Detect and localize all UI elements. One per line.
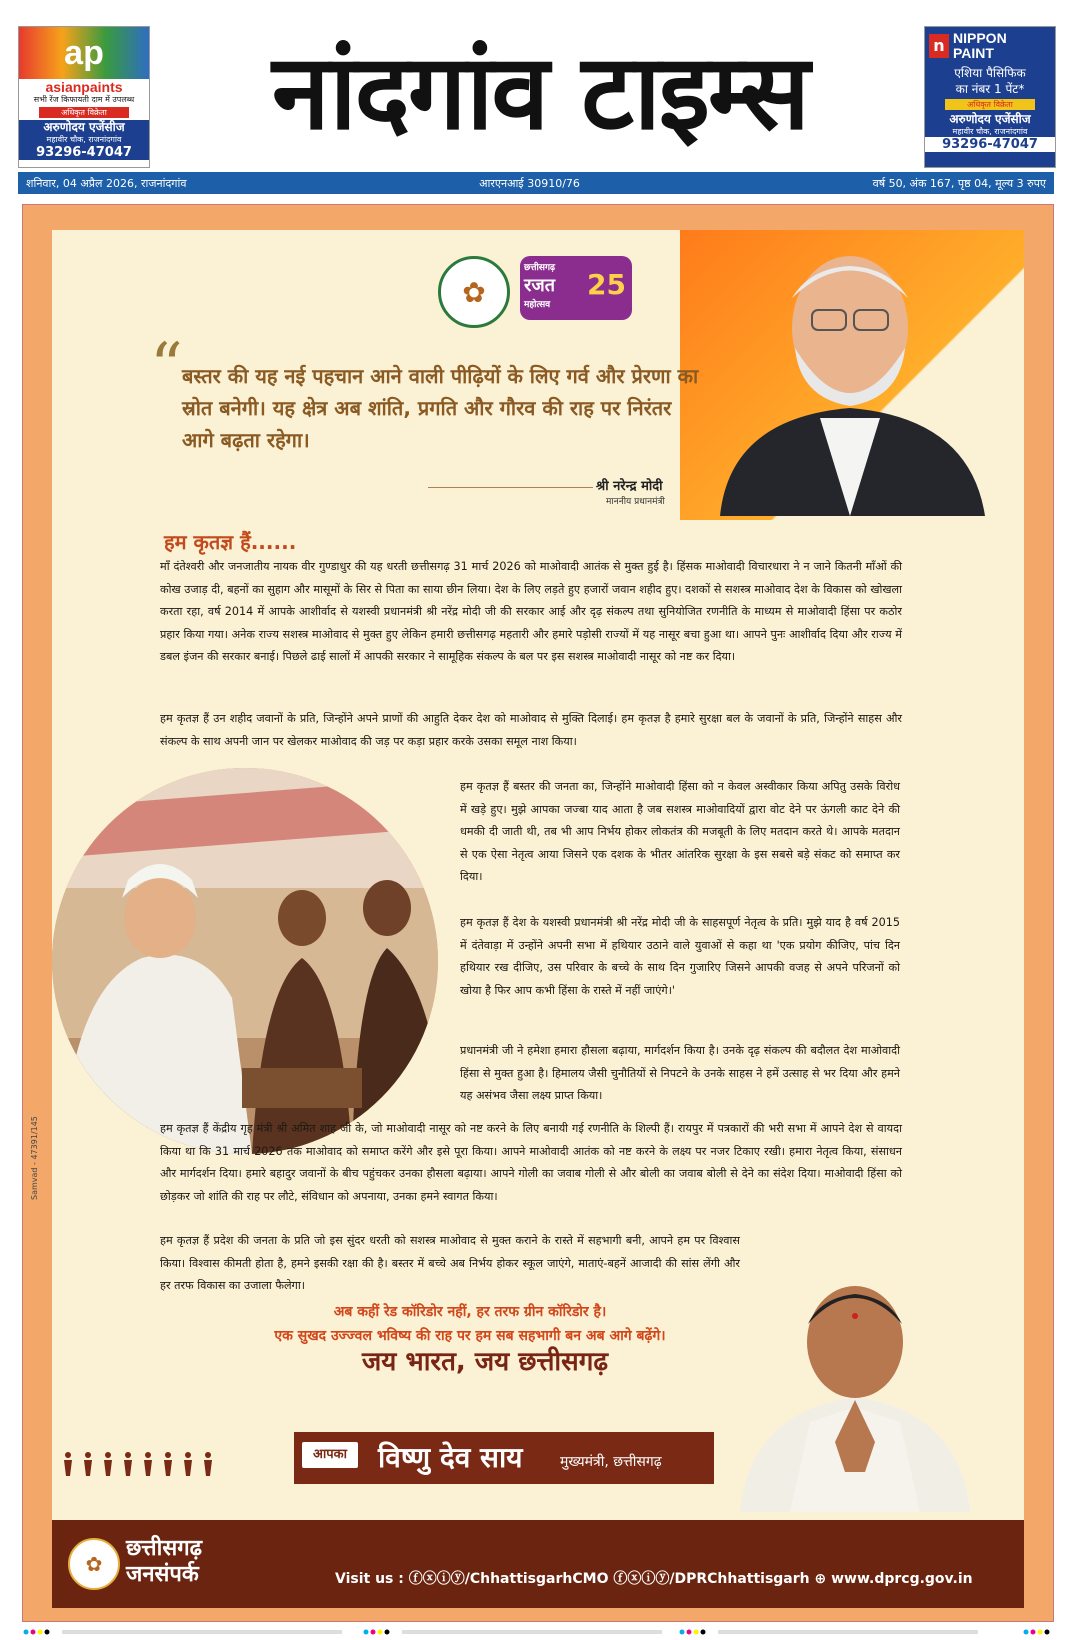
dealer-name: अरुणोदय एजेंसीज xyxy=(19,120,149,135)
dealer-address: महावीर चौक, राजनांदगांव xyxy=(952,127,1028,136)
paragraph-5: प्रधानमंत्री जी ने हमेशा हमारा हौसला बढ़ाया, मार्गदर्शन किया है। उनके दृढ़ संकल्प की बदौलत देश माओवादी हिंसा से मुक्त हुआ है। हिमालय जैसी चुनौतियों से निपटने के उनके साहस ने हमें उत्साह से भर दिया और हमने यह असंभव जैसा लक्ष्य प्राप्त किया। xyxy=(460,1044,900,1102)
dealer-address: महावीर चौक, राजनांदगांव xyxy=(19,135,149,145)
cm-role: मुख्यमंत्री, छत्तीसगढ़ xyxy=(560,1454,662,1470)
signature-divider xyxy=(428,487,593,488)
jai-bharat-slogan: जय भारत, जय छत्तीसगढ़ xyxy=(362,1347,609,1377)
quote-author: श्री नरेन्द्र मोदी xyxy=(596,479,663,494)
nippon-tagline-2: का नंबर 1 पेंट* xyxy=(955,82,1025,96)
cm-name: विष्णु देव साय xyxy=(378,1441,523,1474)
asianpaints-ad xyxy=(18,26,150,168)
paragraph-4: हम कृतज्ञ हैं देश के यशस्वी प्रधानमंत्री श्री नरेंद्र मोदी जी के साहसपूर्ण नेतृत्व के प्रति। मुझे याद है वर्ष 2015 में दंतेवाड़ा में उन्होंने अपनी सभा में हथियार उठाने वाले युवाओं से कहा था 'एक प्रयोग कीजिए, पांच दिन हथियार रख दीजिए, उस परिवार के बच्चे के साथ दिन गुजारिए जिसने आपकी वजह से अपने परिजनों को खोया है फिर आप कभी हिंसा के रास्ते में नहीं जाएंगे।' xyxy=(460,916,900,997)
prime-minister-photo xyxy=(700,238,1000,516)
dealer-tag: अधिकृत विक्रेता xyxy=(945,99,1035,110)
rajat-line1: छत्तीसगढ़ xyxy=(524,263,556,273)
dealer-phone: 93296-47047 xyxy=(925,137,1055,152)
chhattisgarh-emblem-icon: ✿ xyxy=(438,256,510,328)
jansampark-logo xyxy=(126,1536,202,1588)
pm-quote: बस्तर की यह नई पहचान आने वाली पीढ़ियों के लिए गर्व और प्रेरणा का स्रोत बनेगी। यह क्षेत्र अब शांति, प्रगति और गौरव की राह पर निरंतर आगे बढ़ता रहेगा। xyxy=(182,364,699,452)
asianpaints-logo: ap xyxy=(19,27,149,79)
dateline-bar xyxy=(18,172,1054,194)
social-links[interactable]: Visit us : ⓕⓧⓘⓨ/ChhattisgarhCMO ⓕⓧⓘⓨ/DPRChhattisgarh ⊕ www.dprcg.gov.in xyxy=(335,1571,973,1587)
apka-label: आपका xyxy=(302,1442,358,1468)
asianpaints-brand: asianpaints xyxy=(45,79,123,95)
paragraph-6: हम कृतज्ञ हैं केंद्रीय गृह मंत्री श्री अमित शाह जी के, जो माओवादी नासूर को नष्ट करने के लिए बनायी गई रणनीति के शिल्पी हैं। रायपुर में पत्रकारों की भरी सभा में आपने देश से वायदा किया था कि 31 मार्च 2026 तक माओवाद को समाप्त करेंगे और इसे पूरा किया। आपने माओवादी आतंक को नष्ट करने के लक्ष्य पर नजर टिकाए रखी। हमारा नेतृत्व किया, संसाधन और मार्गदर्शन दिया। हमारे बहादुर जवानों के बीच पहुंचकर उनका हौसला बढ़ाया। आपने गोली का जवाब गोली से और बोली का जवाब बोली से देने का संदेश दिया। माओवादी हिंसा को छोड़कर जो शांति की राह पर लौटे, संविधान को अपनाया, उनका हमने स्वागत किया। xyxy=(160,1122,902,1203)
dealer-phone: 93296-47047 xyxy=(19,145,149,160)
nippon-logo-icon: n xyxy=(929,34,949,58)
org-line1: छत्तीसगढ़ xyxy=(126,1536,202,1561)
org-line2: जनसंपर्क xyxy=(126,1562,199,1587)
rni-number: आरएनआई 30910/76 xyxy=(479,176,580,190)
rajat-number: 25 xyxy=(587,268,626,301)
rajat-line3: महोत्सव xyxy=(524,300,551,310)
paragraph-2: हम कृतज्ञ हैं उन शहीद जवानों के प्रति, जिन्होंने अपने प्राणों की आहुति देकर देश को माओवाद से मुक्ति दिलाई। हम कृतज्ञ है हमारे सुरक्षा बल के जवानों के प्रति, जिन्होंने साहस और संकल्प के साथ अपनी जान पर खेलकर माओवाद की जड़ पर कड़ा प्रहार करके उसका समूल नाश किया। xyxy=(160,712,902,748)
edition-info: वर्ष 50, अंक 167, पृष्ठ 04, मूल्य 3 रुपए xyxy=(872,176,1046,190)
quote-mark-icon: “ xyxy=(150,330,183,404)
ad-tagline: सभी रेंज किफायती दाम में उपलब्ध xyxy=(33,95,135,104)
nippon-name-2: PAINT xyxy=(953,45,994,61)
nippon-name-1: NIPPON xyxy=(953,30,1007,46)
event-photo xyxy=(52,768,438,1154)
print-registration-marks xyxy=(22,1628,1058,1636)
dealer-tag: अधिकृत विक्रेता xyxy=(39,107,129,118)
nippon-paint-ad xyxy=(924,26,1056,168)
section-heading: हम कृतज्ञ हैं...... xyxy=(164,530,297,554)
newspaper-title: नांदगांव टाइम्स xyxy=(272,31,808,153)
chhattisgarh-emblem-small-icon: ✿ xyxy=(68,1538,120,1590)
paragraph-7: हम कृतज्ञ हैं प्रदेश की जनता के प्रति जो इस सुंदर धरती को सशस्त्र माओवाद से मुक्त कराने के रास्ते में सहभागी बनी, आपने हम पर विश्वास किया। विश्वास कीमती होता है, हमने इसकी रक्षा की है। बस्तर में बच्चे अब निर्भय होकर स्कूल जाएंगे, माताएं-बहनें आजादी की सांस लेंगी और हर तरफ विकास का उजाला फैलेगा। xyxy=(160,1234,740,1292)
issue-date: शनिवार, 04 अप्रैल 2026, राजनांदगांव xyxy=(26,176,187,190)
slogan-green-corridor: अब कहीं रेड कॉरिडोर नहीं, हर तरफ ग्रीन कॉरिडोर है। xyxy=(333,1304,607,1320)
samvad-code: Samvad - 47391/145 xyxy=(30,1116,39,1200)
paragraph-1: माँ दंतेश्वरी और जनजातीय नायक वीर गुण्डाधुर की यह धरती छत्तीसगढ़ 31 मार्च 2026 को माओवादी आतंक से मुक्त हुई है। हिंसक माओवादी विचारधारा ने न जाने कितनी माँओं की कोख उजाड़ दी, बहनों का सुहाग और मासूमों के सिर से पिता का साया छीन लिया। देश के लिए लड़ते हुए हजारों जवान शहीद हुए। दशकों से सशस्त्र माओवाद देश के विकास को खोखला करता रहा, वर्ष 2014 में आपके आशीर्वाद से यशस्वी प्रधानमंत्री श्री नरेंद्र मोदी जी की सरकार आई और दृढ़ संकल्प तथा सुनियोजित रणनीति के माध्यम से माओवादी हिंसा पर कठोर प्रहार किया गया। अनेक राज्य सशस्त्र माओवाद से मुक्त हुए लेकिन हमारी छत्तीसगढ़ महतारी और हमारे पड़ोसी राज्यों में यह नासूर बचा हुआ था। आपने पुनः आशीर्वाद दिया और राज्य में डबल इंजन की सरकार बनाई। पिछले ढाई सालों में आपकी सरकार ने सामूहिक संकल्प के बल पर इस सशस्त्र माओवादी नासूर को नष्ट कर दिया। xyxy=(160,560,902,663)
slogan-bright-future: एक सुखद उज्ज्वल भविष्य की राह पर हम सब सहभागी बन अब आगे बढ़ेंगे। xyxy=(274,1328,666,1344)
nippon-tagline-1: एशिया पैसिफिक xyxy=(954,66,1026,80)
paragraph-3: हम कृतज्ञ हैं बस्तर की जनता का, जिन्होंने माओवादी हिंसा को न केवल अस्वीकार किया अपितु उसके विरोध में खड़े हुए। मुझे आपका जज्बा याद आता है जब सशस्त्र माओवादियों द्वारा वोट देने पर ऊंगली काट देने की धमकी दी जाती थी, तब भी आप निर्भय होकर लोकतंत्र की मजबूती के लिए मतदान करते थे। आपके मतदान से एक ऐसा नेतृत्व आया जिसने एक दशक के भीतर आंतरिक सुरक्षा के इस सबसे बड़े संकट को समाप्त कर दिया। xyxy=(460,780,900,883)
rajat-mahotsav-logo xyxy=(520,256,632,320)
chief-minister-photo xyxy=(730,1272,980,1512)
dealer-name: अरुणोदय एजेंसीज xyxy=(925,112,1055,127)
tribal-dance-motif-icon xyxy=(60,1450,230,1478)
quote-author-role: माननीय प्रधानमंत्री xyxy=(606,497,665,507)
rajat-line2: रजत xyxy=(524,275,555,296)
